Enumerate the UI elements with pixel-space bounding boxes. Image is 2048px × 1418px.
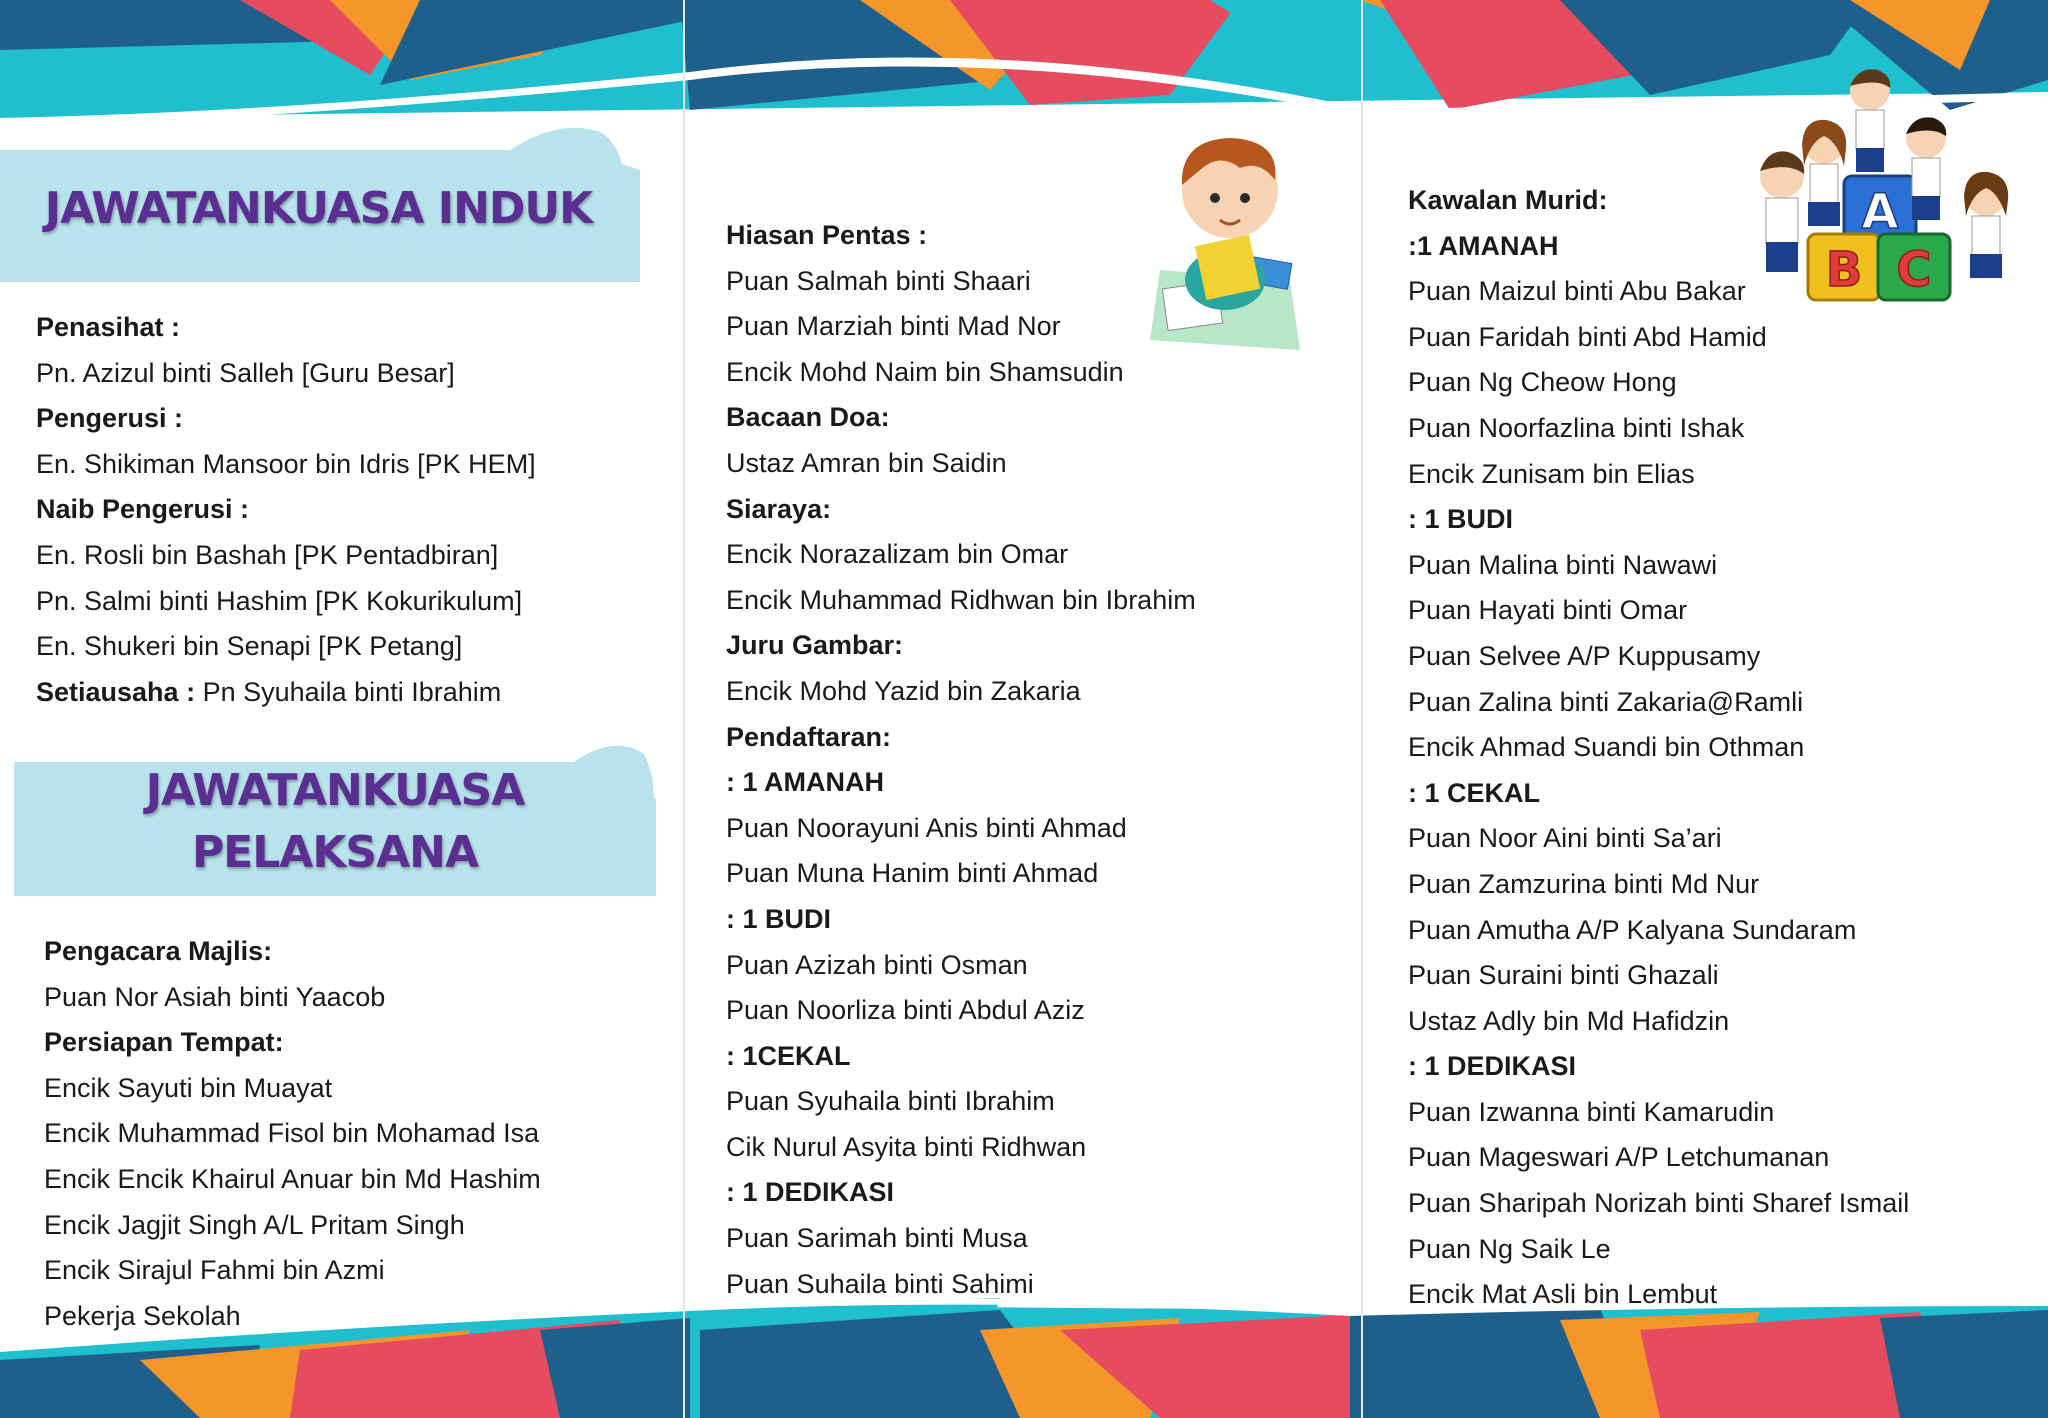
list-item: Puan Noor Aini binti Sa’ari [1408,823,1722,854]
list-item: Puan Amutha A/P Kalyana Sundaram [1408,914,1857,945]
list-item: Encik Zunisam bin Elias [1408,458,1695,489]
section-heading: :1 AMANAH [1408,230,1559,261]
setiausaha-label: Setiausaha : [36,676,196,707]
list-item: Puan Hayati binti Omar [1408,595,1688,626]
list-item: Pn. Salmi binti Hashim [PK Kokurikulum] [36,585,523,616]
list-item: Encik Sirajul Fahmi bin Azmi [44,1255,385,1286]
banner-jawatankuasa-induk [0,118,645,282]
section-heading: Pengacara Majlis: [44,936,273,966]
list-item: Puan Syuhaila binti Ibrahim [726,1086,1055,1117]
list-item: Puan Sharipah Norizah binti Sharef Ismail [1408,1188,1910,1219]
list-item: Puan Maizul binti Abu Bakar [1408,276,1746,307]
section-heading: Juru Gambar: [726,630,904,661]
banner-title: JAWATANKUASA INDUK [44,183,593,234]
column-1-pelaksana-list [44,929,541,1339]
block-letter-c: C [1896,242,1932,298]
kids-abc-blocks-clipart-icon [1748,66,2033,306]
list-item: Puan Azizah binti Osman [726,949,1028,980]
list-item: En. Shukeri bin Senapi [PK Petang] [36,631,463,662]
setiausaha-line [36,670,536,716]
list-item: Pn. Azizul binti Salleh [Guru Besar] [36,357,455,388]
list-item: Encik Mohd Naim bin Shamsudin [726,356,1124,387]
list-item: Puan Selvee A/P Kuppusamy [1408,640,1761,671]
list-item: Puan Suhaila binti Sahimi [726,1268,1034,1299]
section-heading: : 1 BUDI [726,903,832,934]
list-item: En. Rosli bin Bashah [PK Pentadbiran] [36,539,499,570]
column-2-list [726,213,1196,1307]
list-item: Pekerja Sekolah [44,1300,241,1331]
section-heading: Bacaan Doa: [726,402,890,433]
section-heading: Pengerusi : [36,403,184,434]
list-item: Puan Zamzurina binti Md Nur [1408,868,1760,899]
top-band [0,0,2048,128]
list-item: Cik Nurul Asyita binti Ridhwan [726,1131,1087,1162]
list-item: Puan Muna Hanim binti Ahmad [726,858,1099,889]
list-item: Puan Ng Cheow Hong [1408,367,1677,398]
section-heading: Persiapan Tempat: [44,1027,284,1058]
section-heading: : 1 AMANAH [726,767,884,798]
list-item: Encik Jagjit Singh A/L Pritam Singh [44,1209,465,1240]
list-item: Puan Faridah binti Abd Hamid [1408,321,1767,352]
list-item: Puan Sarimah binti Musa [726,1223,1028,1254]
list-item: Puan Marziah binti Mad Nor [726,311,1061,342]
list-item: Puan Salmah binti Shaari [726,265,1031,296]
section-heading: : 1CEKAL [726,1040,851,1071]
list-item: Encik Ahmad Suandi bin Othman [1408,732,1805,763]
list-item: Puan Suraini binti Ghazali [1408,960,1719,991]
column-1-induk-list [36,305,536,715]
list-item: Ustaz Amran bin Saidin [726,447,1007,478]
list-item: Puan Ng Saik Le [1408,1233,1611,1264]
list-item: Puan Noorayuni Anis binti Ahmad [726,812,1127,843]
list-item: Puan Zalina binti Zakaria@Ramli [1408,686,1804,717]
list-item: Encik Mohd Yazid bin Zakaria [726,675,1081,706]
list-item: Encik Sayuti bin Muayat [44,1072,333,1103]
list-item: Encik Muhammad Ridhwan bin Ibrahim [726,584,1196,615]
setiausaha-name: Pn Syuhaila binti Ibrahim [195,676,502,707]
section-heading: Kawalan Murid: [1408,185,1608,215]
block-letter-b: B [1825,242,1863,298]
list-item: Puan Nor Asiah binti Yaacob [44,981,386,1012]
list-item: En. Shikiman Mansoor bin Idris [PK HEM] [36,448,536,479]
section-heading: Naib Pengerusi : [36,494,250,525]
section-heading: Hiasan Pentas : [726,220,928,250]
section-heading: Siaraya: [726,493,832,524]
list-item: Puan Noorliza binti Abdul Aziz [726,995,1085,1026]
section-heading: : 1 CEKAL [1408,777,1541,808]
boy-reading-clipart-icon [1140,130,1310,355]
section-heading: : 1 DEDIKASI [1408,1051,1577,1082]
column-3-list [1408,178,1909,1318]
list-item: Puan Mageswari A/P Letchumanan [1408,1142,1830,1173]
list-item: Ustaz Adly bin Md Hafidzin [1408,1005,1730,1036]
list-item: Encik Mat Asli bin Lembut [1408,1279,1718,1310]
list-item: Puan Malina binti Nawawi [1408,549,1718,580]
banner-title-line-1: JAWATANKUASA [145,765,525,816]
list-item: Encik Muhammad Fisol bin Mohamad Isa [44,1118,540,1149]
list-item: Encik Encik Khairul Anuar bin Md Hashim [44,1163,541,1194]
banner-jawatankuasa-pelaksana [14,734,656,896]
section-heading: : 1 BUDI [1408,504,1514,535]
section-heading: : 1 DEDIKASI [726,1177,895,1208]
list-item: Puan Noorfazlina binti Ishak [1408,412,1745,443]
list-item: Encik Norazalizam bin Omar [726,539,1069,570]
block-letter-a: A [1861,184,1899,240]
section-heading: Penasihat : [36,312,181,342]
list-item: Puan Izwanna binti Kamarudin [1408,1096,1775,1127]
section-heading: Pendaftaran: [726,721,892,752]
banner-title-line-2: PELAKSANA [191,827,479,878]
